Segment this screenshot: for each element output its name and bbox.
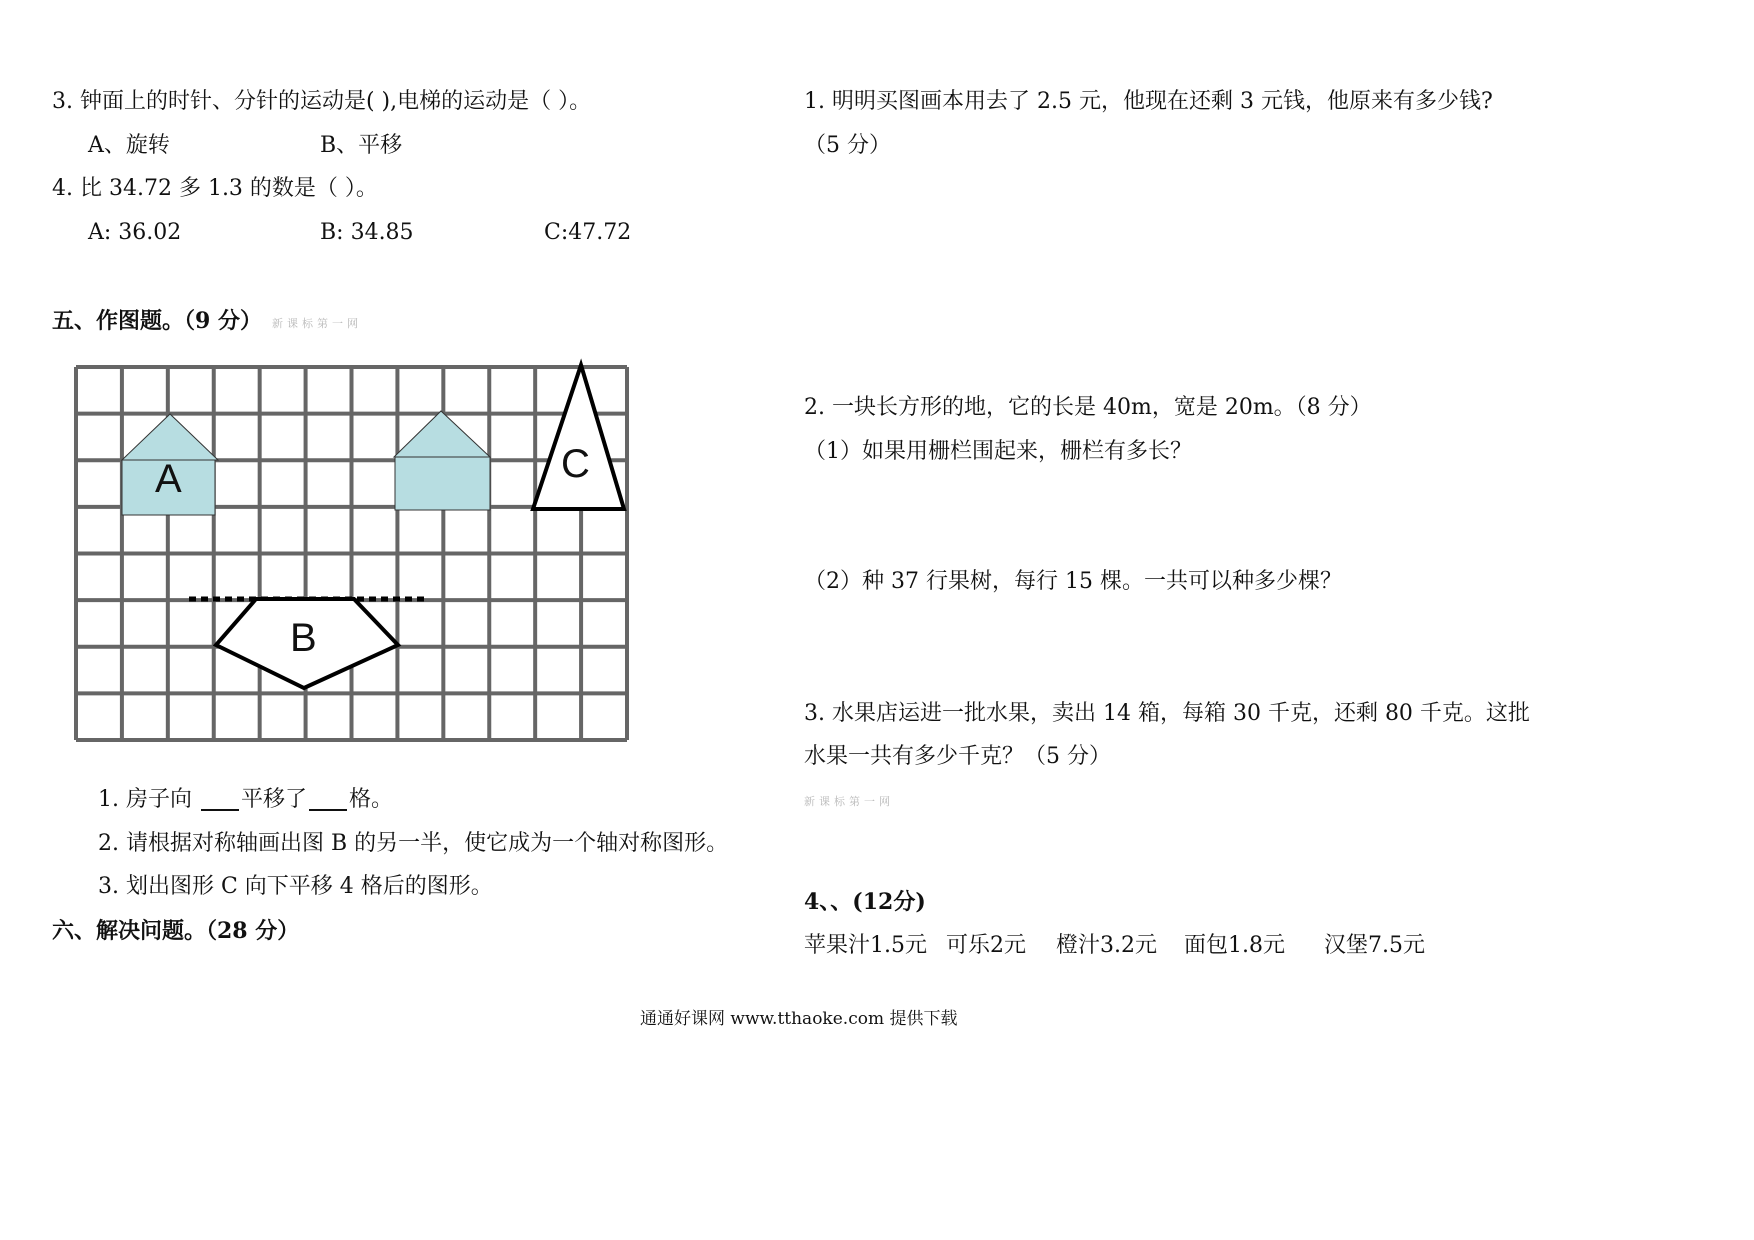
problem-3-line2: 水果一共有多少千克？（5 分）: [804, 744, 1111, 769]
draw-q1-middle: 平移了: [240, 787, 307, 812]
q4-option-a: A: 36.02: [88, 220, 182, 245]
watermark-text: 新课标第一网: [804, 795, 894, 808]
grid-lines: [76, 367, 627, 740]
q3-option-a: A、旋转: [88, 133, 170, 158]
draw-q1-suffix: 格。: [349, 787, 394, 812]
problem-3-line1: 3. 水果店运进一批水果，卖出 14 箱，每箱 30 千克，还剩 80 千克。这批: [804, 701, 1530, 726]
q4-option-b: B: 34.85: [320, 220, 414, 245]
section-5-title: 五、作图题。（9 分）: [52, 308, 262, 334]
label-c: C: [561, 442, 590, 486]
house-translated: [394, 411, 490, 510]
draw-question-2: 2. 请根据对称轴画出图 B 的另一半，使它成为一个轴对称图形。: [98, 831, 729, 856]
house-a-roof: [122, 414, 218, 460]
q3-option-b: B、平移: [320, 133, 403, 158]
price-item: 橙汁3.2元: [1056, 933, 1157, 958]
problem-1-line1: 1. 明明买图画本用去了 2.5 元，他现在还剩 3 元钱，他原来有多少钱?: [804, 89, 1493, 114]
triangle-c: [533, 365, 624, 509]
draw-question-1: [98, 789, 393, 811]
footer-text: 通通好课网 www.tthaoke.com 提供下载: [640, 1009, 958, 1029]
problem-1-line2: （5 分）: [804, 133, 891, 158]
problem-2-sub2: （2）种 37 行果树，每行 15 棵。一共可以种多少棵？: [804, 569, 1342, 594]
house-translated-body: [395, 457, 490, 510]
draw-question-3: 3. 划出图形 C 向下平移 4 格后的图形。: [98, 874, 493, 899]
problem-2-line1: 2. 一块长方形的地，它的长是 40m，宽是 20m。（8 分）: [804, 395, 1372, 420]
house-translated-roof: [394, 411, 490, 457]
problem-2-sub1: （1）如果用栅栏围起来，栅栏有多长？: [804, 439, 1192, 464]
question-4: 4. 比 34.72 多 1.3 的数是（ ）。: [52, 176, 378, 201]
watermark-text: 新课标第一网: [272, 317, 362, 330]
label-a: A: [155, 457, 182, 501]
price-item: 可乐2元: [946, 933, 1026, 958]
price-item: 汉堡7.5元: [1324, 933, 1425, 958]
q4-option-c: C:47.72: [544, 220, 632, 245]
price-item: 苹果汁1.5元: [804, 933, 927, 958]
label-b: B: [290, 616, 317, 660]
draw-q1-prefix: 1. 房子向: [98, 787, 192, 812]
question-3: 3. 钟面上的时针、分针的运动是( ),电梯的运动是（ ）。: [52, 89, 592, 114]
price-item: 面包1.8元: [1184, 933, 1285, 958]
section-6-title: 六、解决问题。（28 分）: [52, 918, 300, 944]
problem-4-title: 4、、(12分): [804, 889, 926, 915]
blank-direction[interactable]: [201, 789, 239, 811]
blank-count[interactable]: [309, 789, 347, 811]
